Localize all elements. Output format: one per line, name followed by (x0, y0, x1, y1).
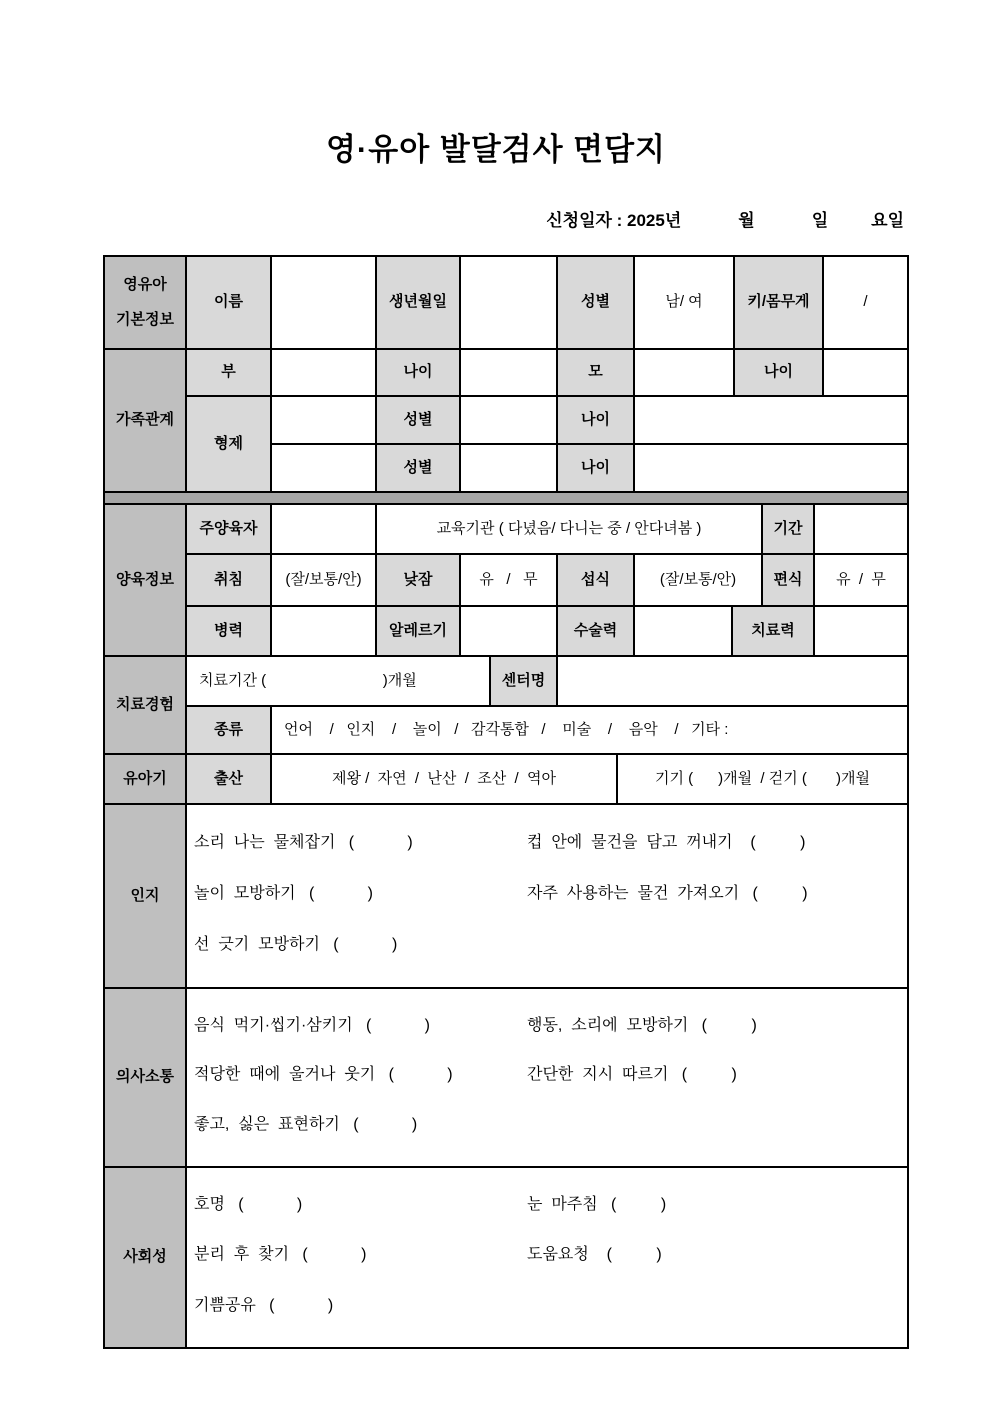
sleep-value-cell: (잘/보통/안) (272, 555, 377, 607)
sibling1-gender-label: 성별 (377, 397, 461, 445)
birth-type-options-cell: 제왕 / 자연 / 난산 / 조산 / 역아 (272, 755, 618, 805)
checklist-item (527, 935, 903, 955)
caregiver-label: 주양육자 (187, 505, 272, 555)
social-checklist (187, 1168, 907, 1347)
mother-age-value-cell (824, 350, 907, 397)
checklist-row (194, 1115, 903, 1135)
therapy-duration-cell: 치료기간 ( )개월 (187, 657, 491, 707)
sibling2-gender-value-cell (461, 445, 558, 493)
section-separator-bar (105, 493, 907, 505)
communication-checklist (187, 989, 907, 1168)
checklist-item: 좋고, 싫은 표현하기 ( ) (194, 1116, 418, 1134)
nap-label: 낮잠 (377, 555, 461, 607)
sibling1-gender-value-cell (461, 397, 558, 445)
checklist-item: 호명 ( ) (194, 1196, 303, 1214)
checklist-item: 자주 사용하는 물건 가져오기 ( ) (527, 884, 808, 902)
medical-history-value-cell (272, 607, 377, 657)
checklist-row (194, 1245, 903, 1265)
nap-value-cell: 유 / 무 (461, 555, 558, 607)
checklist-item: 선 긋기 모방하기 ( ) (194, 936, 398, 954)
checklist-row (194, 1195, 903, 1215)
education-institution-cell: 교육기관 ( 다녔음/ 다니는 중 / 안다녀봄 ) (377, 505, 763, 555)
center-name-label: 센터명 (491, 657, 558, 707)
checklist-item: 적당한 때에 울거나 웃기 ( ) (194, 1066, 453, 1084)
milestones-cell: 기기 ( )개월 / 걷기 ( )개월 (618, 755, 907, 805)
sibling-label: 형제 (187, 397, 272, 493)
checklist-row (194, 833, 903, 853)
name-value-cell (272, 257, 377, 350)
father-age-value-cell (461, 350, 558, 397)
allergy-value-cell (461, 607, 558, 657)
father-label: 부 (187, 350, 272, 397)
sibling1-name-cell (272, 397, 377, 445)
feeding-value-cell: (잘/보통/안) (635, 555, 763, 607)
checklist-item: 간단한 지시 따르기 ( ) (527, 1066, 737, 1084)
section-infancy-header: 유아기 (105, 755, 187, 805)
gender-label: 성별 (558, 257, 635, 350)
date-day-label: 일 (811, 211, 829, 230)
period-label: 기간 (763, 505, 815, 555)
checklist-item: 기쁨공유 ( ) (194, 1296, 334, 1314)
checklist-row (194, 1296, 903, 1316)
picky-eating-value-cell: 유 / 무 (815, 555, 907, 607)
center-name-value-cell (558, 657, 907, 707)
checklist-item: 도움요청 ( ) (527, 1246, 662, 1264)
date-month-label: 월 (738, 211, 755, 230)
section-social-header: 사회성 (105, 1168, 187, 1347)
surgery-value-cell (635, 607, 733, 657)
allergy-label: 알레르기 (377, 607, 461, 657)
section-basic-info-header (105, 257, 187, 350)
checklist-item: 분리 후 찾기 ( ) (194, 1246, 367, 1264)
height-weight-value-cell: / (824, 257, 907, 350)
birth-type-label: 출산 (187, 755, 272, 805)
treatment-history-label: 치료력 (733, 607, 815, 657)
checklist-item: 컵 안에 물건을 담고 꺼내기 ( ) (527, 833, 806, 851)
feeding-label: 섭식 (558, 555, 635, 607)
surgery-label: 수술력 (558, 607, 635, 657)
mother-label: 모 (558, 350, 635, 397)
checklist-item: 음식 먹기·씹기·삼키기 ( ) (194, 1016, 430, 1034)
cognition-checklist (187, 805, 907, 989)
application-date-line (0, 206, 904, 231)
medical-history-label: 병력 (187, 607, 272, 657)
name-label: 이름 (187, 257, 272, 350)
checklist-row (194, 935, 903, 955)
period-value-cell (815, 505, 907, 555)
father-value-cell (272, 350, 377, 397)
section-therapy-header: 치료경험 (105, 657, 187, 755)
sibling2-name-cell (272, 445, 377, 493)
checklist-row (194, 1016, 903, 1036)
mother-value-cell (635, 350, 735, 397)
date-prefix: 신청일자 : 2025년 (546, 211, 682, 230)
sibling2-age-value-cell (635, 445, 907, 493)
checklist-item: 행동, 소리에 모방하기 ( ) (527, 1016, 757, 1034)
birthdate-label: 생년월일 (377, 257, 461, 350)
section-basic-info-line1: 영유아 (123, 275, 167, 293)
mother-age-label: 나이 (735, 350, 824, 397)
checklist-row (194, 1065, 903, 1085)
interview-form-table (103, 255, 909, 1349)
birthdate-value-cell (461, 257, 558, 350)
father-age-label: 나이 (377, 350, 461, 397)
treatment-history-value-cell (815, 607, 907, 657)
checklist-item (527, 1296, 903, 1316)
section-communication-header: 의사소통 (105, 989, 187, 1168)
gender-value-cell: 남/ 여 (635, 257, 735, 350)
checklist-item: 놀이 모방하기 ( ) (194, 884, 373, 902)
sibling1-age-label: 나이 (558, 397, 635, 445)
sibling2-age-label: 나이 (558, 445, 635, 493)
therapy-kind-options-cell: 언어 / 인지 / 놀이 / 감각통합 / 미술 / 음악 / 기타 : (272, 707, 907, 755)
checklist-item (527, 1115, 903, 1135)
sibling1-age-value-cell (635, 397, 907, 445)
section-family-header: 가족관계 (105, 350, 187, 493)
picky-eating-label: 편식 (763, 555, 815, 607)
section-care-header: 양육정보 (105, 505, 187, 657)
section-basic-info-line2: 기본정보 (116, 310, 174, 328)
checklist-item: 눈 마주침 ( ) (527, 1196, 667, 1214)
section-cognition-header: 인지 (105, 805, 187, 989)
page-title: 영·유아 발달검사 면담지 (325, 132, 666, 167)
therapy-kind-label: 종류 (187, 707, 272, 755)
checklist-item: 소리 나는 물체잡기 ( ) (194, 833, 413, 851)
caregiver-value-cell (272, 505, 377, 555)
sibling2-gender-label: 성별 (377, 445, 461, 493)
checklist-row (194, 884, 903, 904)
height-weight-label: 키/몸무게 (735, 257, 824, 350)
sleep-label: 취침 (187, 555, 272, 607)
date-weekday-label: 요일 (871, 211, 904, 230)
